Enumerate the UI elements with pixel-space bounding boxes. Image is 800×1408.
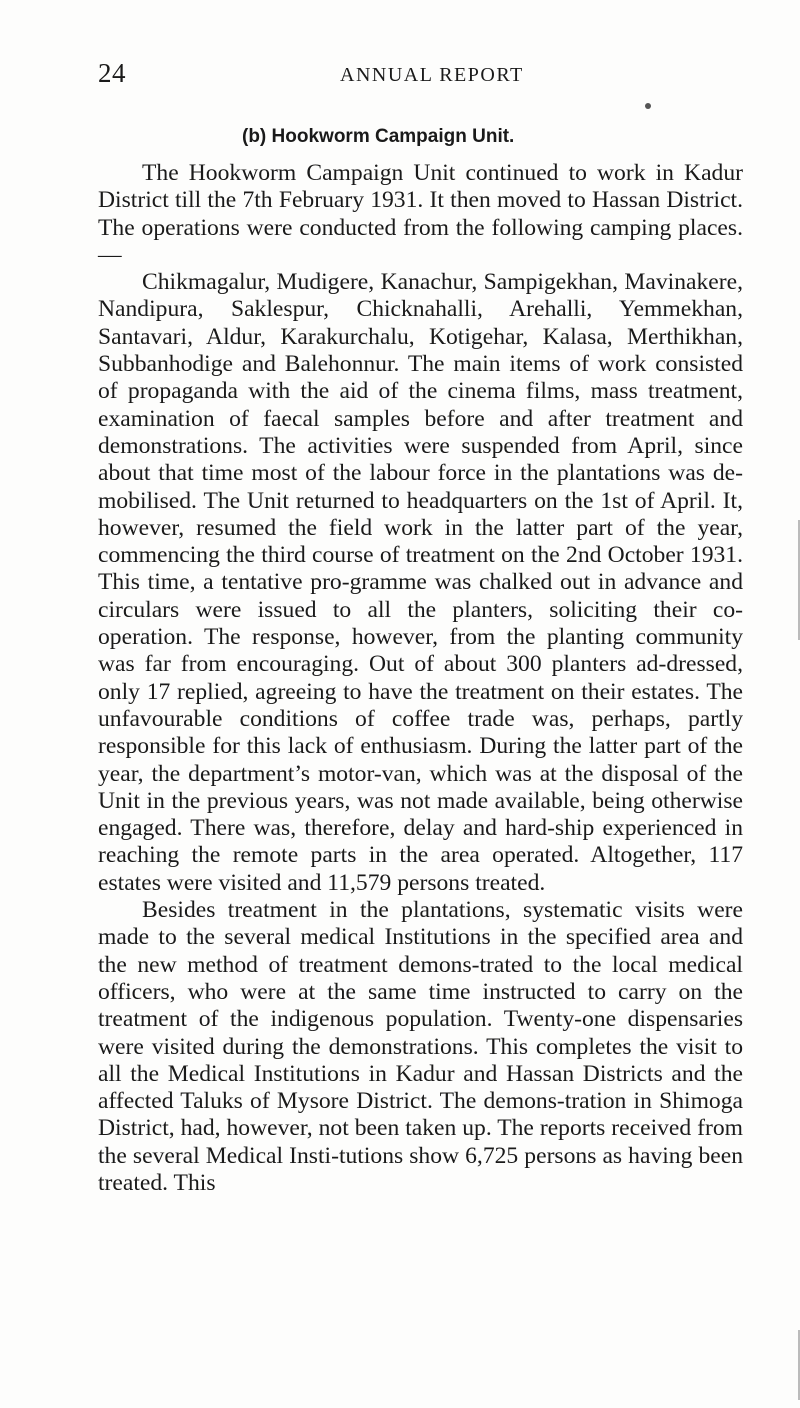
running-title: ANNUAL REPORT [340, 64, 524, 86]
page-number: 24 [98, 58, 126, 88]
paragraph-institutions: Besides treatment in the plantations, systematic visits were made to the several medical Institutions in the specified area and the new method of treatment demons-trated to the local medical officers, who were at the same time instructed to carry on the treatment of the indigenous population. Twenty-one dispensaries were visited during the demonstrations. This completes the visit to all the Medical Institutions in Kadur and Hassan Districts and the affected Taluks of Mysore District. The demons-tration in Shimoga District, had, however, not been taken up. The reports received from the several Medical Insti-tutions show 6,725 persons as having been treated. This [98, 897, 743, 1196]
body-text [98, 160, 743, 1197]
section-heading: (b) Hookworm Campaign Unit. [242, 126, 515, 147]
paragraph-camping-places: Chikmagalur, Mudigere, Kanachur, Sampigekhan, Mavinakere, Nandipura, Saklespur, Chicknahalli, Arehalli, Yemmekhan, Santavari, Aldur, Karakurchalu, Kotigehar, Kalasa, Merthikhan, Subbanhodige and Balehonnur. The main items of work consisted of propaganda with the aid of the cinema films, mass treatment, examination of faecal samples before and after treatment and demonstrations. The activities were suspended from April, since about that time most of the labour force in the plantations was de-mobilised. The Unit returned to headquarters on the 1st of April. It, however, resumed the field work in the latter part of the year, commencing the third course of treatment on the 2nd October 1931. This time, a tentative pro-gramme was chalked out in advance and circulars were issued to all the planters, soliciting their co-operation. The response, however, from the planting community was far from encouraging. Out of about 300 planters ad-dressed, only 17 replied, agreeing to have the treatment on their estates. The unfavourable conditions of coffee trade was, perhaps, partly responsible for this lack of enthusiasm. During the latter part of the year, the department’s motor-van, which was at the disposal of the Unit in the previous years, was not made available, being otherwise engaged. There was, therefore, delay and hard-ship experienced in reaching the remote parts in the area operated. Altogether, 117 estates were visited and 11,579 persons treated. [98, 269, 743, 896]
printer-dot [645, 103, 651, 109]
paragraph-intro: The Hookworm Campaign Unit continued to work in Kadur District till the 7th February 1931. It then moved to Hassan District. The operations were conducted from the following camping places.— [98, 160, 743, 268]
